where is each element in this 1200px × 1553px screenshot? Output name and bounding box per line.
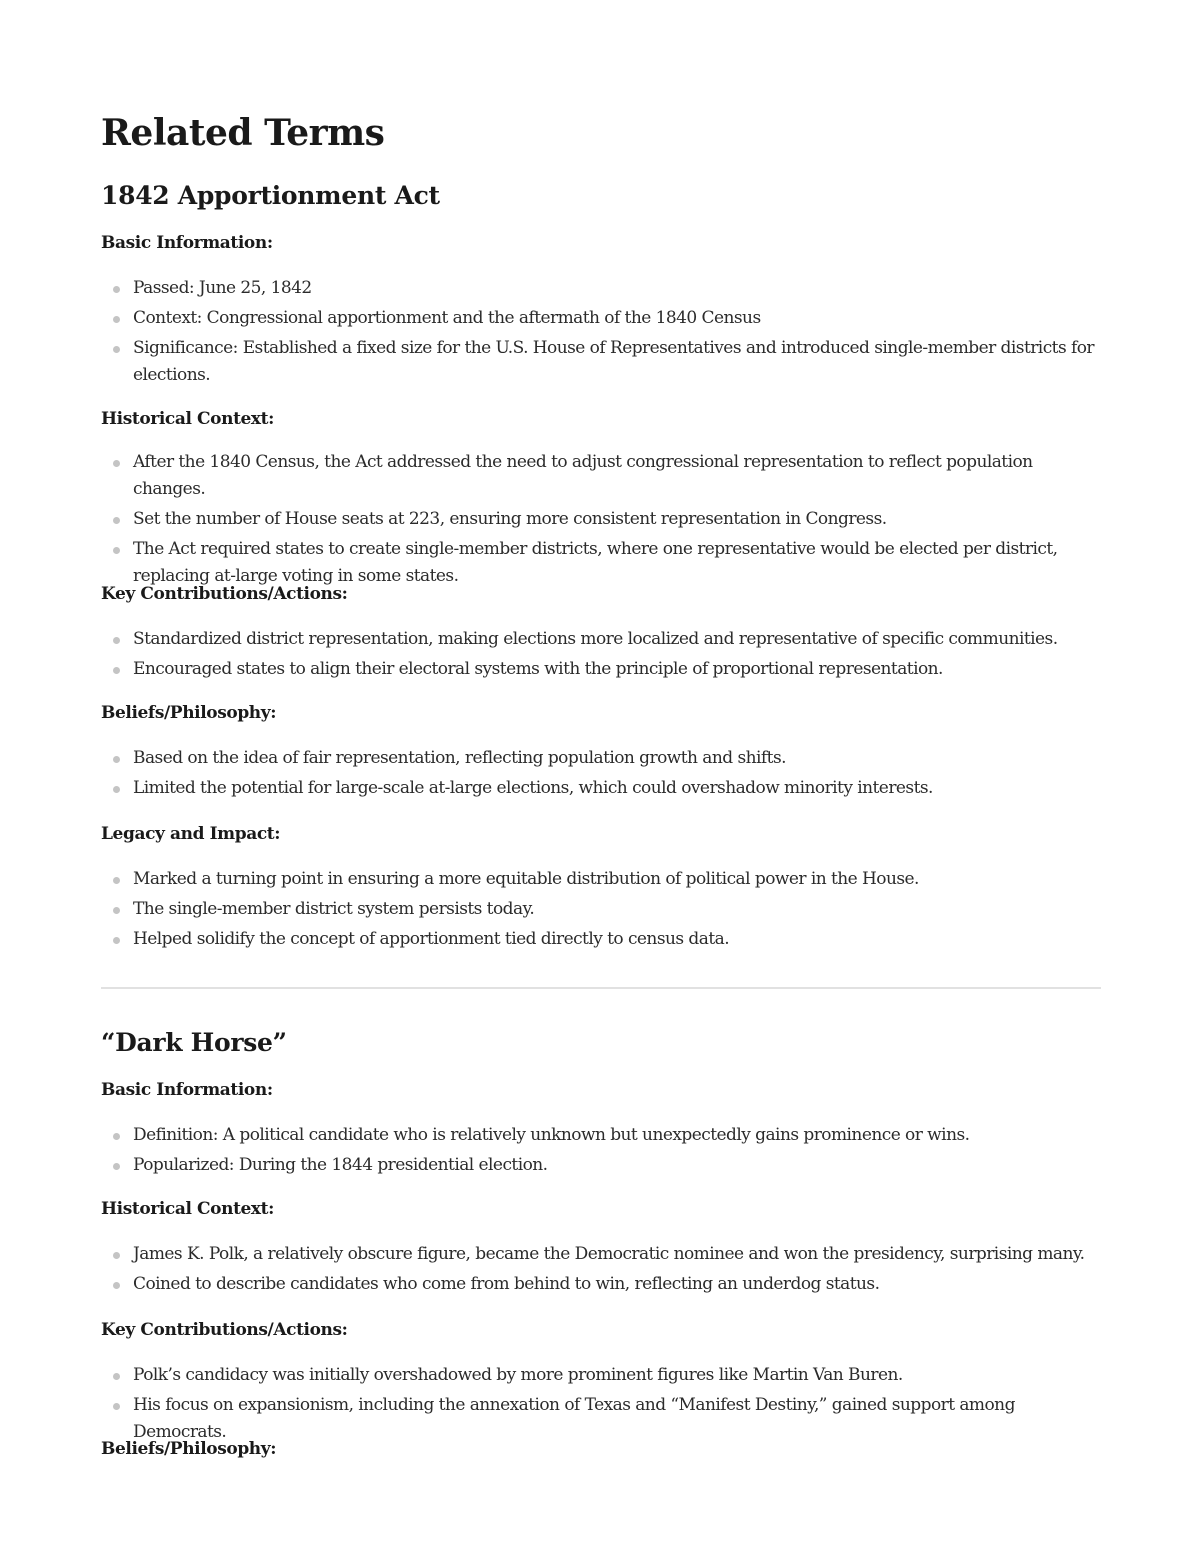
list-item	[101, 1122, 1101, 1149]
list-item	[101, 866, 1101, 893]
list-item-text: His focus on expansionism, including the annexation of Texas and “Manifest Destiny,” gained support among Democrats.	[133, 1395, 1015, 1442]
list-item-text: Context: Congressional apportionment and the aftermath of the 1840 Census	[133, 308, 761, 328]
section-heading: Basic Information:	[101, 233, 273, 253]
list-item	[101, 1271, 1101, 1298]
list-item	[101, 275, 1101, 302]
list-item-text: James K. Polk, a relatively obscure figure, became the Democratic nominee and won the presidency, surprising many.	[133, 1244, 1085, 1264]
term-title: 1842 Apportionment Act	[101, 181, 440, 210]
bullet-icon	[113, 517, 120, 524]
list-item-text: Coined to describe candidates who come from behind to win, reflecting an underdog status.	[133, 1274, 880, 1294]
section-heading: Basic Information:	[101, 1080, 273, 1100]
section-heading: Beliefs/Philosophy:	[101, 703, 277, 723]
section-divider	[101, 987, 1101, 989]
section-heading: Beliefs/Philosophy:	[101, 1439, 277, 1459]
page-title: Related Terms	[101, 112, 385, 154]
bullet-icon	[113, 1252, 120, 1259]
section-heading: Historical Context:	[101, 409, 275, 429]
list-item-text: Passed: June 25, 1842	[133, 278, 312, 298]
list-item	[101, 626, 1101, 653]
list-item	[101, 1152, 1101, 1179]
bullet-icon	[113, 346, 120, 353]
list-item	[101, 775, 1101, 802]
list-item-text: Definition: A political candidate who is relatively unknown but unexpectedly gains prominence or wins.	[133, 1125, 970, 1145]
list-item	[101, 1241, 1101, 1268]
bullet-list	[101, 275, 1101, 389]
bullet-icon	[113, 877, 120, 884]
section-basic-information	[101, 1077, 1101, 1179]
bullet-icon	[113, 1282, 120, 1289]
section-legacy-impact	[101, 821, 1101, 953]
list-item-text: Standardized district representation, making elections more localized and representative of specific communities.	[133, 629, 1058, 649]
list-item-text: Based on the idea of fair representation, reflecting population growth and shifts.	[133, 748, 786, 768]
list-item-text: Polk’s candidacy was initially overshadowed by more prominent figures like Martin Van Buren.	[133, 1365, 903, 1385]
bullet-icon	[113, 756, 120, 763]
section-key-contributions	[101, 581, 1101, 683]
list-item-text: Popularized: During the 1844 presidential election.	[133, 1155, 548, 1175]
list-item	[101, 1362, 1101, 1389]
list-item	[101, 305, 1101, 332]
list-item-text: Marked a turning point in ensuring a more equitable distribution of political power in the House.	[133, 869, 919, 889]
section-beliefs-philosophy	[101, 700, 1101, 802]
bullet-icon	[113, 786, 120, 793]
list-item-text: Encouraged states to align their electoral systems with the principle of proportional representation.	[133, 659, 943, 679]
list-item	[101, 506, 1101, 533]
bullet-list	[101, 626, 1101, 683]
bullet-icon	[113, 547, 120, 554]
list-item	[101, 745, 1101, 772]
bullet-icon	[113, 937, 120, 944]
bullet-list	[101, 745, 1101, 802]
bullet-icon	[113, 460, 120, 467]
list-item	[101, 656, 1101, 683]
section-key-contributions	[101, 1317, 1101, 1446]
bullet-icon	[113, 907, 120, 914]
list-item-text: Helped solidify the concept of apportionment tied directly to census data.	[133, 929, 730, 949]
section-heading: Historical Context:	[101, 1199, 275, 1219]
section-basic-information	[101, 230, 1101, 389]
list-item-text: Limited the potential for large-scale at-large elections, which could overshadow minority interests.	[133, 778, 933, 798]
bullet-icon	[113, 1373, 120, 1380]
section-heading: Key Contributions/Actions:	[101, 584, 348, 604]
bullet-icon	[113, 1133, 120, 1140]
bullet-icon	[113, 1403, 120, 1410]
bullet-list	[101, 1362, 1101, 1446]
section-heading: Legacy and Impact:	[101, 824, 281, 844]
section-historical-context	[101, 1196, 1101, 1298]
term-dark-horse	[101, 1025, 1101, 1459]
bullet-icon	[113, 1163, 120, 1170]
term-title: “Dark Horse”	[101, 1028, 287, 1057]
bullet-list	[101, 1241, 1101, 1298]
list-item-text: The single-member district system persists today.	[133, 899, 535, 919]
bullet-icon	[113, 286, 120, 293]
section-historical-context	[101, 406, 1101, 590]
list-item	[101, 926, 1101, 953]
list-item-text: Set the number of House seats at 223, ensuring more consistent representation in Congress.	[133, 509, 887, 529]
list-item-text: After the 1840 Census, the Act addressed the need to adjust congressional representation to reflect population changes.	[133, 452, 1033, 499]
bullet-list	[101, 866, 1101, 953]
list-item-text: Significance: Established a fixed size for the U.S. House of Representatives and introduced single-member districts for elections.	[133, 338, 1094, 385]
list-item-text: The Act required states to create single-member districts, where one representative would be elected per district, replacing at-large voting in some states.	[133, 539, 1058, 586]
bullet-icon	[113, 667, 120, 674]
bullet-list	[101, 1122, 1101, 1179]
list-item	[101, 449, 1101, 503]
section-beliefs-philosophy	[101, 1436, 1101, 1462]
section-heading: Key Contributions/Actions:	[101, 1320, 348, 1340]
bullet-list	[101, 449, 1101, 590]
bullet-icon	[113, 637, 120, 644]
term-1842-apportionment-act	[101, 178, 1101, 949]
list-item	[101, 896, 1101, 923]
bullet-icon	[113, 316, 120, 323]
list-item	[101, 335, 1101, 389]
